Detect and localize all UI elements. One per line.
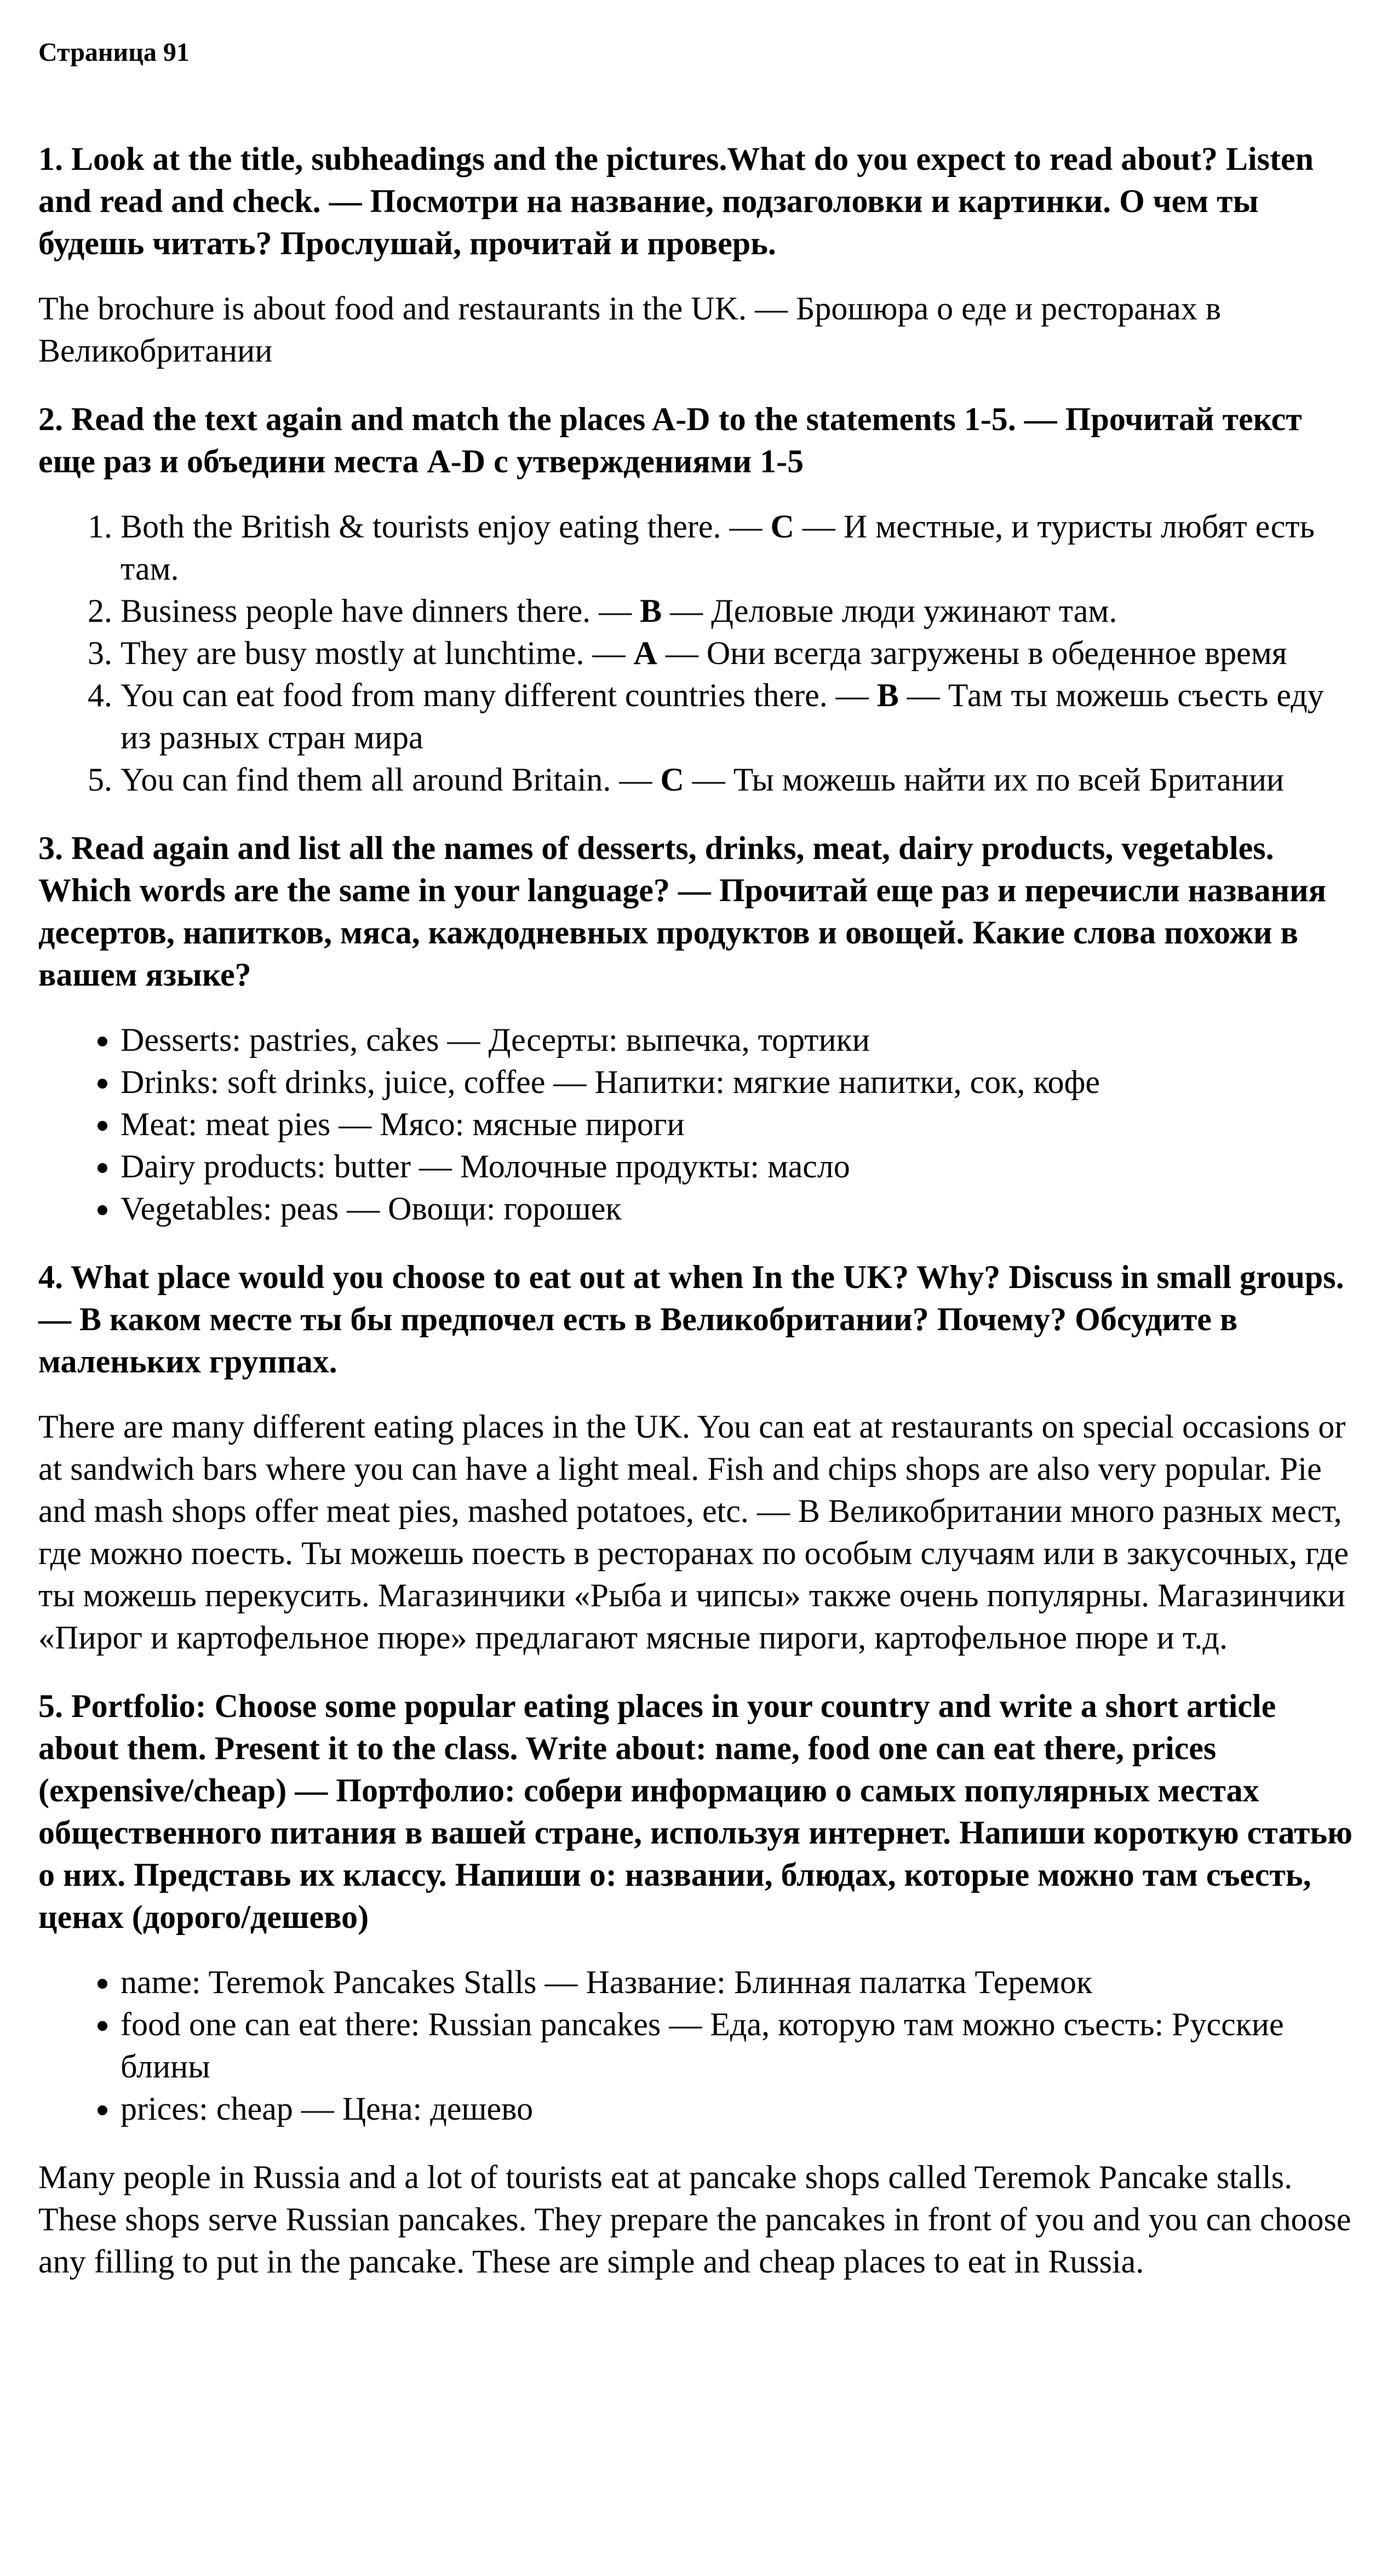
statement-translation: — Они всегда загружены в обеденное время — [657, 635, 1287, 671]
page-title: Страница 91 — [38, 38, 190, 67]
statement-translation: — Ты можешь найти их по всей Британии — [684, 762, 1285, 798]
task-2-heading: 2. Read the text again and match the places A-D to the statements 1-5. — Прочитай текст еще раз и объедини места A-D с утверждениями 1-5 — [38, 401, 1302, 479]
statement-text: Both the British & tourists enjoy eating there. — — [121, 508, 771, 545]
list-item: • prices: cheap — Цена: дешево — [121, 2088, 1355, 2130]
statement-translation: — И местные, и туристы любят есть там. — [121, 508, 1315, 587]
list-item: • Dairy products: butter — Молочные продукты: масло — [121, 1146, 1355, 1188]
list-item — [121, 632, 1355, 674]
answer-letter: B — [640, 593, 662, 629]
answer-letter: C — [770, 508, 794, 545]
list-item: • Meat: meat pies — Мясо: мясные пироги — [121, 1103, 1355, 1146]
task-5-answer: Many people in Russia and a lot of tourists eat at pancake shops called Teremok Pancake stalls. These shops serve Russian pancakes. They prepare the pancakes in front of you and you can choose any filling to put in the pancake. These are simple and cheap places to eat in Russia. — [38, 2159, 1351, 2280]
answer-letter: A — [633, 635, 657, 671]
task-3-heading: 3. Read again and list all the names of desserts, drinks, meat, dairy products, vegetables. Which words are the same in your language? — Прочитай еще раз и перечисли названия десертов, напитков, мяса, каждодневных продуктов и овощей. Какие слова похожи в вашем языке? — [38, 830, 1327, 993]
list-item: • Vegetables: peas — Овощи: горошек — [121, 1188, 1355, 1230]
answer-letter: B — [876, 677, 899, 713]
list-item — [121, 674, 1355, 759]
statement-text: Business people have dinners there. — — [121, 593, 640, 629]
task-2-answer-list — [38, 506, 1355, 801]
task-5-bullet-list — [38, 1961, 1355, 2130]
statement-text: They are busy mostly at lunchtime. — — [121, 635, 634, 671]
task-4-heading: 4. What place would you choose to eat out at when In the UK? Why? Discuss in small groups. — В каком месте ты бы предпочел есть в Великобритании? Почему? Обсудите в маленьких группах. — [38, 1259, 1344, 1379]
list-item — [121, 759, 1355, 801]
task-3-bullet-list — [38, 1019, 1355, 1230]
list-item — [121, 506, 1355, 590]
task-5 — [38, 1685, 1355, 2283]
statement-translation: — Там ты можешь съесть еду из разных стран мира — [121, 677, 1324, 755]
list-item: • Drinks: soft drinks, juice, coffee — Напитки: мягкие напитки, сок, кофе — [121, 1061, 1355, 1103]
task-2 — [38, 398, 1355, 801]
task-5-heading: 5. Portfolio: Choose some popular eating places in your country and write a short article about them. Present it to the class. Write about: name, food one can eat there, prices (expensive/cheap) — Портфолио: собери информацию о самых популярных местах общественного питания в вашей стране, используя интернет. Напиши короткую статью о них. Представь их классу. Напиши о: названии, блюдах, которые можно там съесть, ценах (дорого/дешево) — [38, 1688, 1353, 1935]
answer-letter: C — [660, 762, 684, 798]
task-4-answer: There are many different eating places in the UK. You can eat at restaurants on special occasions or at sandwich bars where you can have a light meal. Fish and chips shops are also very popular. Pie and mash shops offer meat pies, mashed potatoes, etc. — В Великобритании много разных мест, где можно поесть. Ты можешь поесть в ресторанах по особым случаям или в закусочных, где ты можешь перекусить. Магазинчики «Рыба и чипсы» также очень популярны. Магазинчики «Пирог и картофельное пюре» предлагают мясные пироги, картофельное пюре и т.д. — [38, 1409, 1349, 1656]
list-item: • Desserts: pastries, cakes — Десерты: выпечка, тортики — [121, 1019, 1355, 1061]
list-item: • food one can eat there: Russian pancakes — Еда, которую там можно съесть: Русские блины — [121, 2003, 1355, 2088]
list-item — [121, 590, 1355, 632]
list-item: • name: Teremok Pancakes Stalls — Название: Блинная палатка Теремок — [121, 1961, 1355, 2003]
statement-translation: — Деловые люди ужинают там. — [662, 593, 1117, 629]
task-1-heading: 1. Look at the title, subheadings and the pictures.What do you expect to read about? Listen and read and check. — Посмотри на название, подзаголовки и картинки. О чем ты будешь читать? Прослушай, прочитай и проверь. — [38, 141, 1314, 261]
task-1 — [38, 138, 1355, 372]
task-1-answer: The brochure is about food and restaurants in the UK. — Брошюра о еде и ресторанах в Великобритании — [38, 290, 1222, 369]
task-4 — [38, 1256, 1355, 1659]
statement-text: You can find them all around Britain. — — [121, 762, 661, 798]
task-3 — [38, 827, 1355, 1230]
statement-text: You can eat food from many different countries there. — — [121, 677, 877, 713]
